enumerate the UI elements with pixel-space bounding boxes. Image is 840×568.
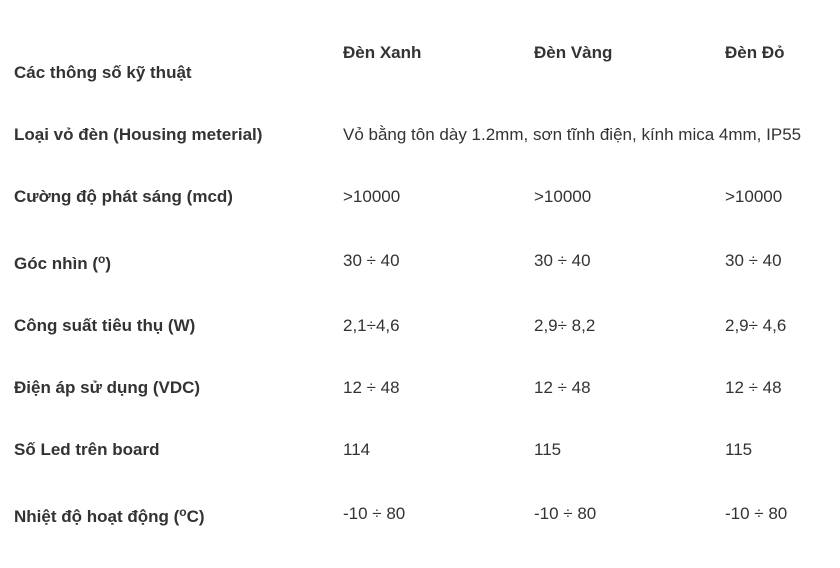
column-header-yellow: Đèn Vàng — [534, 43, 613, 62]
temperature-red: -10 ÷ 80 — [725, 504, 788, 523]
temperature-label-close: C) — [186, 507, 205, 526]
row-label-housing: Loại vỏ đèn (Housing meterial) — [14, 125, 263, 144]
led-count-yellow: 115 — [534, 440, 562, 459]
temperature-label-text: Nhiệt độ hoạt động ( — [14, 507, 180, 526]
viewing-angle-green: 30 ÷ 40 — [343, 251, 400, 270]
row-label-viewing-angle — [14, 254, 111, 274]
power-green: 2,1÷4,6 — [343, 316, 400, 335]
spec-header-label: Các thông số kỹ thuật — [14, 63, 192, 82]
degree-sign: o — [179, 505, 187, 519]
column-header-red: Đèn Đỏ — [725, 43, 785, 62]
viewing-angle-yellow: 30 ÷ 40 — [534, 251, 591, 270]
viewing-angle-label-close: ) — [105, 254, 112, 273]
power-yellow: 2,9÷ 8,2 — [534, 316, 596, 335]
temperature-green: -10 ÷ 80 — [343, 504, 406, 523]
row-label-voltage: Điện áp sử dụng (VDC) — [14, 378, 201, 397]
led-count-red: 115 — [725, 440, 753, 459]
led-count-green: 114 — [343, 440, 371, 459]
intensity-green: >10000 — [343, 187, 401, 206]
voltage-green: 12 ÷ 48 — [343, 378, 400, 397]
row-label-intensity: Cường độ phát sáng (mcd) — [14, 187, 233, 206]
row-label-power: Công suất tiêu thụ (W) — [14, 316, 196, 335]
intensity-red: >10000 — [725, 187, 783, 206]
temperature-yellow: -10 ÷ 80 — [534, 504, 597, 523]
degree-sign: o — [98, 252, 106, 266]
intensity-yellow: >10000 — [534, 187, 592, 206]
viewing-angle-red: 30 ÷ 40 — [725, 251, 782, 270]
voltage-red: 12 ÷ 48 — [725, 378, 782, 397]
row-label-led-count: Số Led trên board — [14, 440, 160, 459]
column-header-green: Đèn Xanh — [343, 43, 422, 62]
power-red: 2,9÷ 4,6 — [725, 316, 787, 335]
housing-value: Vỏ bằng tôn dày 1.2mm, sơn tĩnh điện, kính mica 4mm, IP55 — [343, 125, 802, 144]
row-label-temperature — [14, 507, 205, 527]
voltage-yellow: 12 ÷ 48 — [534, 378, 591, 397]
viewing-angle-label-text: Góc nhìn ( — [14, 254, 99, 273]
